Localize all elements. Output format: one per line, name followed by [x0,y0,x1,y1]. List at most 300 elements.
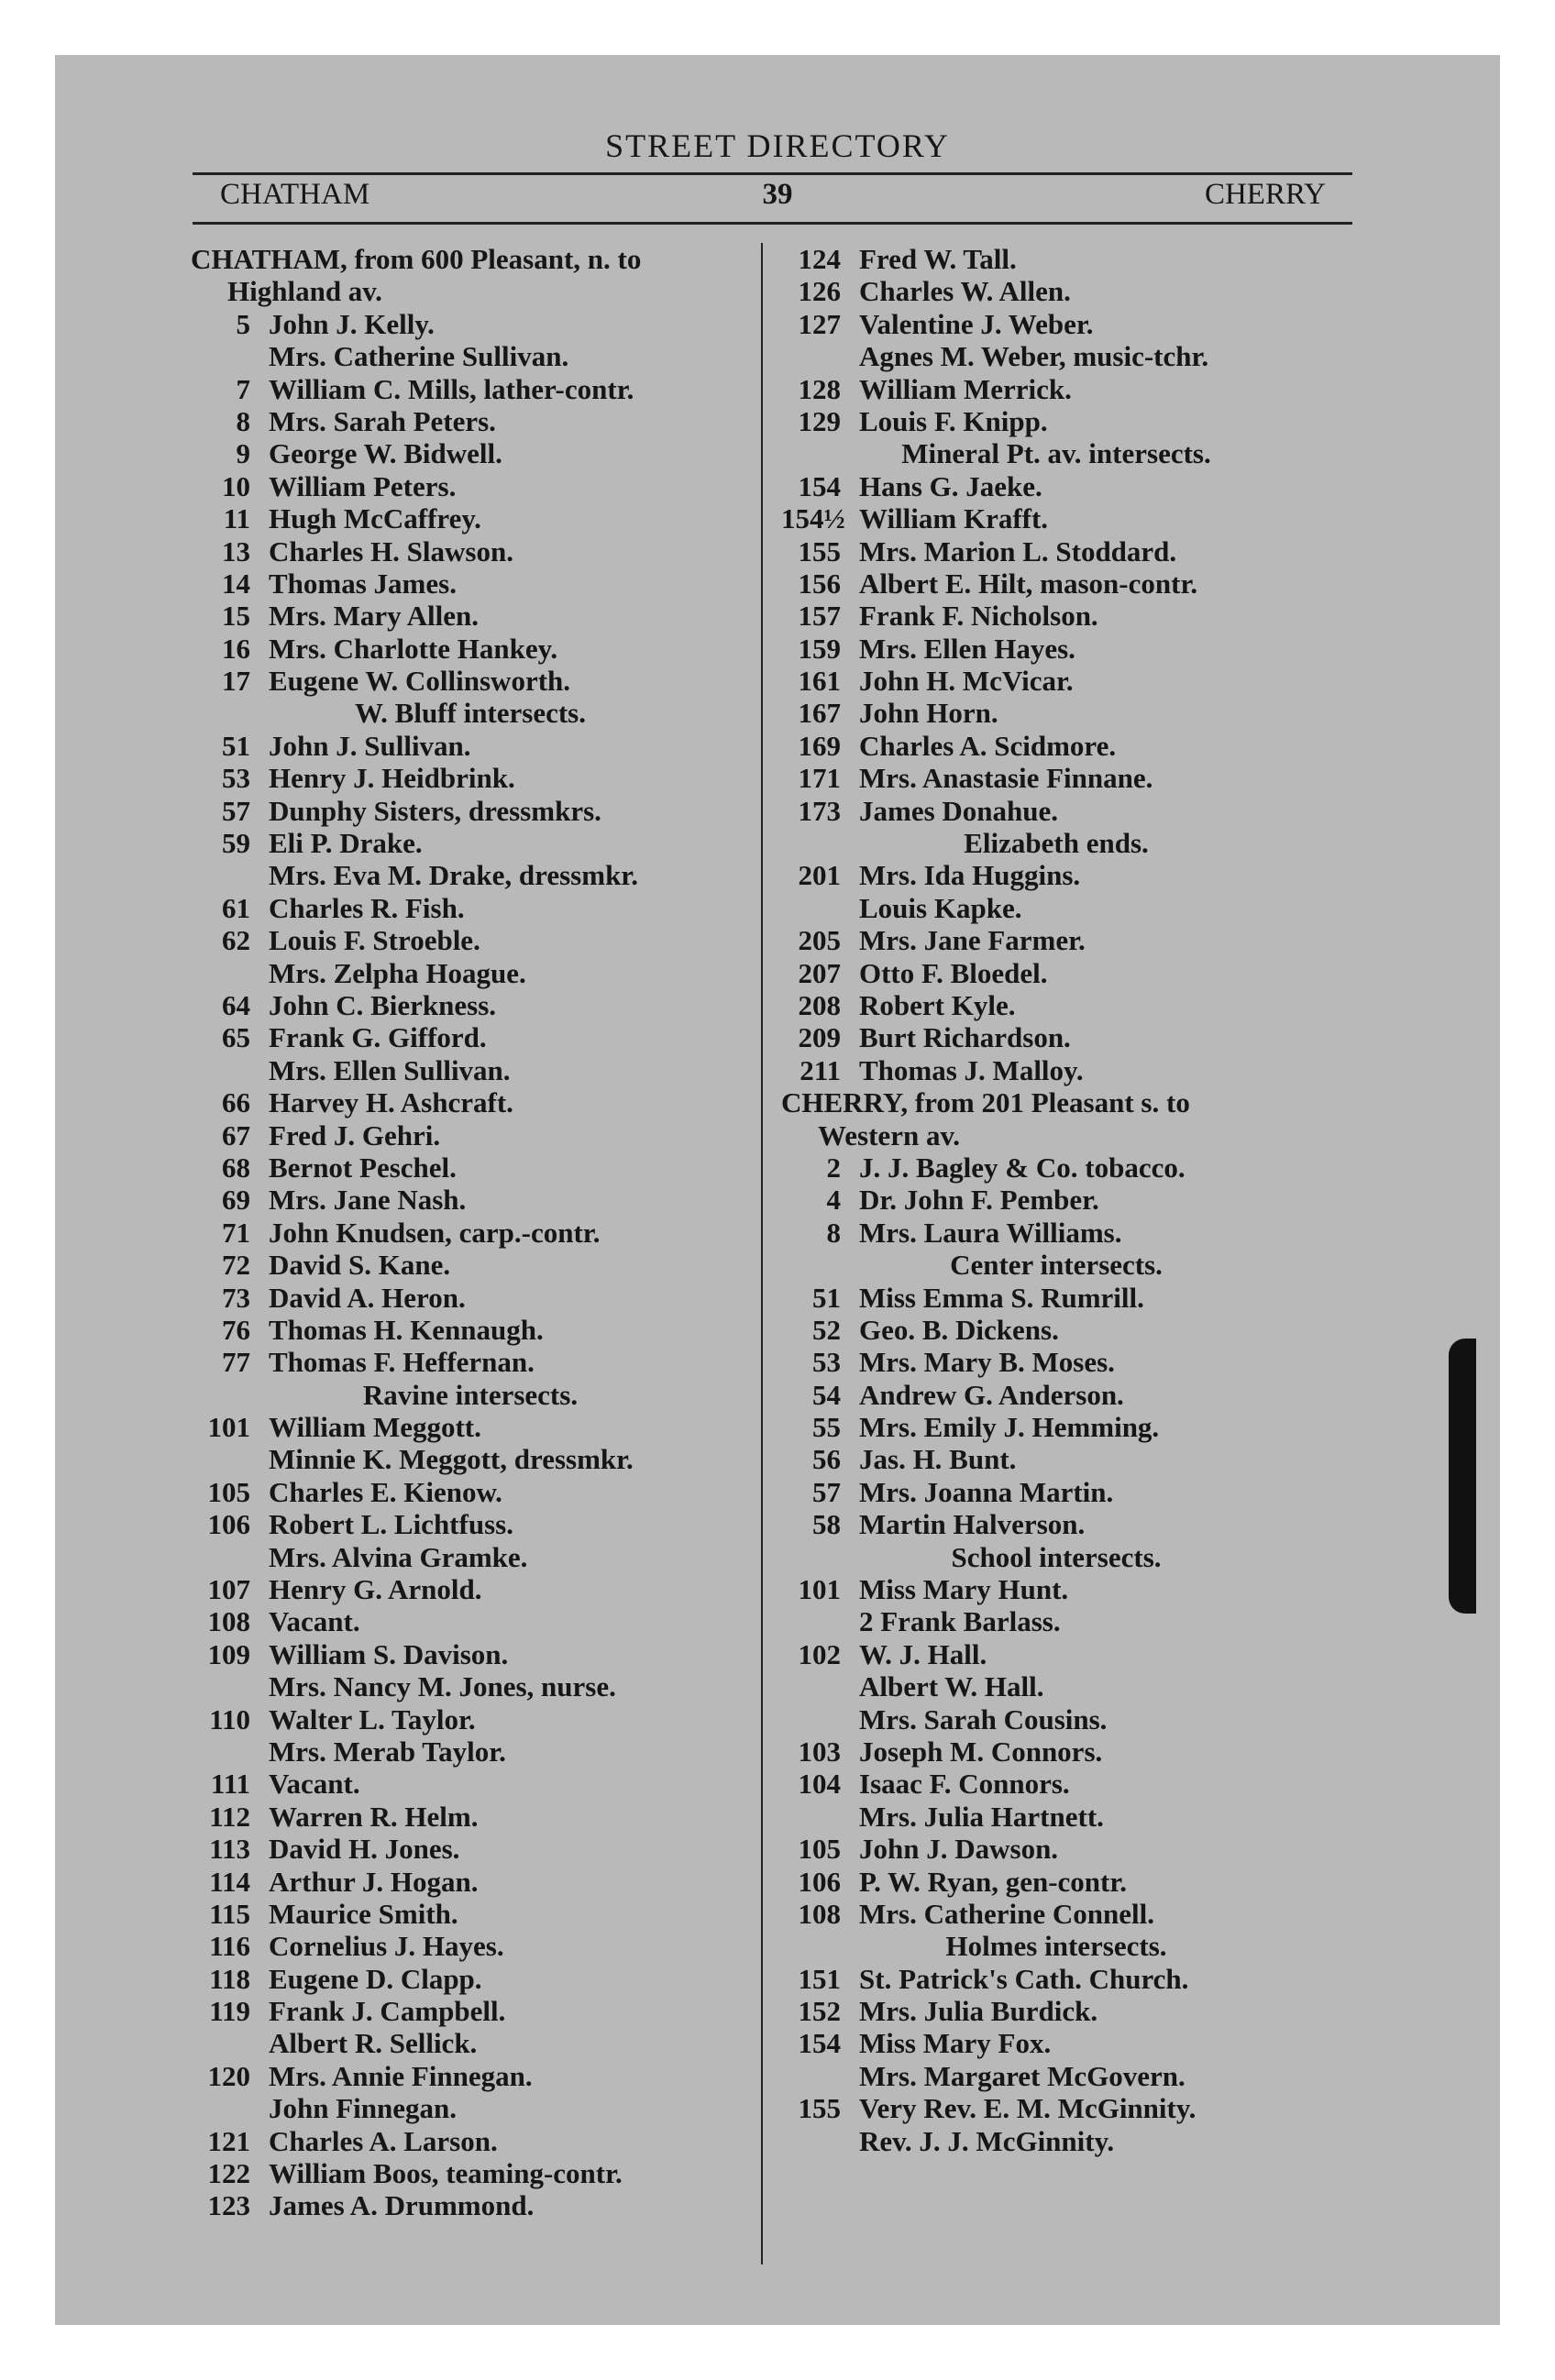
directory-entry [191,1768,750,1800]
resident-name: Charles A. Scidmore. [859,729,1117,762]
house-number: 77 [222,1346,250,1379]
directory-entry [191,470,750,502]
resident-name: Albert W. Hall. [859,1670,1044,1703]
resident-name: Joseph M. Connors. [859,1735,1103,1768]
resident-name: Mrs. Joanna Martin. [859,1475,1114,1508]
house-number: 72 [222,1249,250,1282]
directory-entry [781,1605,1331,1637]
directory-entry [191,633,750,665]
resident-name: Martin Halverson. [859,1508,1086,1541]
left-column [191,243,750,2222]
resident-name: Maurice Smith. [269,1897,458,1930]
resident-name: J. J. Bagley & Co. tobacco. [859,1151,1186,1184]
house-number: 7 [236,372,250,405]
directory-entry [781,340,1331,372]
house-number: 71 [222,1216,250,1249]
house-number: 128 [798,372,841,405]
house-number: 57 [812,1475,841,1508]
resident-name: Mrs. Eva M. Drake, dressmkr. [269,859,638,892]
resident-name: Thomas F. Heffernan. [269,1346,535,1379]
resident-name: Robert Kyle. [859,988,1016,1021]
house-number: 4 [826,1184,841,1217]
resident-name: Andrew G. Anderson. [859,1378,1124,1411]
resident-name: Charles H. Slawson. [269,534,513,567]
directory-entry [781,924,1331,956]
house-number: 119 [209,1995,250,2028]
house-number: 173 [798,794,841,827]
resident-name: Frank G. Gifford. [269,1021,487,1054]
directory-entry [781,730,1331,762]
directory-entry [781,989,1331,1021]
directory-entry [191,535,750,567]
directory-entry [781,1314,1331,1346]
directory-entry [191,795,750,827]
house-number [781,1605,859,1637]
house-number: 53 [812,1346,841,1379]
directory-entry [781,892,1331,924]
house-number: 129 [798,404,841,437]
directory-entry [191,1963,750,1995]
house-number [191,340,269,372]
house-number [781,2125,859,2157]
directory-entry [781,697,1331,729]
house-number [191,859,269,891]
intersection-note: School intersects. [951,1540,1162,1573]
resident-name: Fred J. Gehri. [269,1118,441,1151]
house-number: 17 [222,665,250,698]
directory-entry [191,1119,750,1151]
intersection-note: Holmes intersects. [945,1930,1167,1963]
house-number: 57 [222,794,250,827]
directory-entry [781,1670,1331,1702]
house-number: 66 [222,1086,250,1119]
house-number: 108 [798,1897,841,1930]
house-number: 106 [798,1865,841,1898]
directory-entry [191,1443,750,1475]
directory-entry [191,1541,750,1573]
resident-name: David S. Kane. [269,1249,451,1282]
house-number: 167 [798,697,841,730]
directory-entry [781,373,1331,405]
intersection-note: Mineral Pt. av. intersects. [901,437,1211,470]
house-number: 101 [798,1573,841,1606]
house-number: 155 [798,534,841,567]
house-number: 105 [798,1833,841,1866]
directory-entry [781,1151,1331,1184]
directory-entry [781,243,1331,275]
directory-entry [191,1930,750,1962]
resident-name: David A. Heron. [269,1281,466,1314]
resident-name: 2 Frank Barlass. [859,1605,1061,1638]
resident-name: William Meggott. [269,1411,481,1444]
directory-entry [781,665,1331,697]
house-number: 201 [798,859,841,892]
directory-entry [781,308,1331,340]
resident-name: Mrs. Emily J. Hemming. [859,1411,1160,1444]
directory-entry [781,1898,1331,1930]
directory-entry [191,1866,750,1898]
house-number: 109 [207,1637,250,1670]
house-number: 116 [209,1930,250,1963]
directory-entry [191,1670,750,1702]
house-number: 108 [207,1605,250,1638]
resident-name: John J. Dawson. [859,1833,1059,1866]
directory-entry [781,1184,1331,1216]
house-number: 53 [222,762,250,795]
resident-name: John C. Bierkness. [269,988,497,1021]
directory-entry [781,2027,1331,2059]
directory-entry [781,1768,1331,1800]
resident-name: Isaac F. Connors. [859,1768,1070,1801]
house-number: 121 [207,2124,250,2157]
directory-entry [191,1411,750,1443]
resident-name: Dunphy Sisters, dressmkrs. [269,794,601,827]
resident-name: Dr. John F. Pember. [859,1184,1099,1217]
directory-entry [781,795,1331,827]
resident-name: Mrs. Ellen Sullivan. [269,1053,511,1086]
resident-name: Louis Kapke. [859,891,1022,924]
resident-name: Henry J. Heidbrink. [269,762,515,795]
resident-name: Thomas J. Malloy. [859,1053,1084,1086]
resident-name: Thomas James. [269,567,457,600]
column-divider [761,243,763,2264]
directory-entry [781,1217,1331,1249]
house-number: 115 [209,1897,250,1930]
directory-entry [191,1833,750,1865]
directory-entry [191,892,750,924]
house-number [781,1703,859,1735]
house-number: 16 [222,632,250,665]
house-number: 67 [222,1118,250,1151]
resident-name: John Finnegan. [269,2092,458,2125]
house-number: 65 [222,1021,250,1054]
resident-name: Charles R. Fish. [269,891,465,924]
directory-entry [191,1217,750,1249]
resident-name: Mrs. Ellen Hayes. [859,632,1075,665]
directory-entry [191,827,750,859]
house-number [781,2060,859,2092]
house-number: 8 [236,404,250,437]
house-number [191,1054,269,1086]
resident-name: William Krafft. [859,502,1049,535]
directory-entry [781,1443,1331,1475]
directory-entry [781,1411,1331,1443]
directory-entry [191,600,750,632]
resident-name: Otto F. Bloedel. [859,956,1048,989]
house-number: 122 [207,2157,250,2190]
directory-entry [191,762,750,794]
directory-entry [191,1282,750,1314]
house-number: 55 [812,1411,841,1444]
house-number [191,1541,269,1573]
house-number: 10 [222,469,250,502]
resident-name: Rev. J. J. McGinnity. [859,2124,1115,2157]
house-number: 64 [222,988,250,1021]
house-number: 69 [222,1184,250,1217]
resident-name: Fred W. Tall. [859,243,1017,275]
house-number: 114 [209,1865,250,1898]
resident-name: Arthur J. Hogan. [269,1865,479,1898]
page-number: 39 [762,178,793,211]
resident-name: William Peters. [269,469,457,502]
resident-name: Eugene D. Clapp. [269,1962,482,1995]
resident-name: Eugene W. Collinsworth. [269,665,571,698]
resident-name: Mrs. Merab Taylor. [269,1735,506,1768]
directory-entry [781,1833,1331,1865]
house-number: 61 [222,891,250,924]
directory-entry [781,535,1331,567]
intersection-note: Center intersects. [950,1249,1163,1282]
resident-name: Miss Emma S. Rumrill. [859,1281,1144,1314]
house-number: 113 [209,1833,250,1866]
directory-entry [781,1573,1331,1605]
house-number: 59 [222,827,250,860]
resident-name: Charles E. Kienow. [269,1475,502,1508]
house-number: 104 [798,1768,841,1801]
intersection-note: W. Bluff intersects. [355,697,586,730]
directory-entry [191,1638,750,1670]
directory-entry [191,1508,750,1540]
street-heading: Western av. [818,1118,960,1151]
house-number: 154 [798,2027,841,2060]
resident-name: John J. Sullivan. [269,729,471,762]
resident-name: Mrs. Julia Burdick. [859,1995,1098,2028]
directory-entry [191,437,750,469]
resident-name: Walter L. Taylor. [269,1702,476,1735]
directory-entry [191,373,750,405]
resident-name: Jas. H. Bunt. [859,1443,1017,1476]
directory-entry [191,308,750,340]
directory-entry [781,2060,1331,2092]
resident-name: Henry G. Arnold. [269,1573,482,1606]
house-number: 112 [209,1800,250,1833]
house-number: 51 [812,1281,841,1314]
resident-name: Mrs. Ida Huggins. [859,859,1081,892]
house-number: 154½ [781,502,845,535]
directory-entry [781,1282,1331,1314]
directory-entry [191,2092,750,2124]
resident-name: Mrs. Margaret McGovern. [859,2059,1186,2092]
running-head-right: CHERRY [1204,178,1326,211]
house-number: 127 [798,307,841,340]
house-number [191,957,269,989]
house-number: 54 [812,1378,841,1411]
resident-name: Harvey H. Ashcraft. [269,1086,513,1119]
resident-name: Mrs. Sarah Peters. [269,404,496,437]
resident-name: Agnes M. Weber, music-tchr. [859,340,1209,373]
resident-name: Cornelius J. Hayes. [269,1930,504,1963]
house-number: 105 [207,1475,250,1508]
house-number: 76 [222,1313,250,1346]
resident-name: Mrs. Jane Nash. [269,1184,467,1217]
directory-entry [191,2027,750,2059]
resident-name: Mrs. Jane Farmer. [859,924,1086,957]
directory-entry [191,665,750,697]
house-number: 13 [222,534,250,567]
house-number: 154 [798,469,841,502]
directory-entry [191,730,750,762]
resident-name: Geo. B. Dickens. [859,1313,1059,1346]
resident-name: Mrs. Sarah Cousins. [859,1702,1108,1735]
house-number: 151 [798,1962,841,1995]
directory-entry [191,989,750,1021]
house-number: 73 [222,1281,250,1314]
directory-entry [781,1866,1331,1898]
directory-entry [781,600,1331,632]
resident-name: Hans G. Jaeke. [859,469,1042,502]
resident-name: Mrs. Annie Finnegan. [269,2059,533,2092]
house-number: 126 [798,275,841,308]
directory-entry [191,340,750,372]
directory-entry [781,1995,1331,2027]
resident-name: James A. Drummond. [269,2189,535,2222]
resident-name: David H. Jones. [269,1833,460,1866]
resident-name: Charles A. Larson. [269,2124,498,2157]
directory-entry [781,1379,1331,1411]
house-number: 156 [798,567,841,600]
resident-name: Louis F. Knipp. [859,404,1048,437]
house-number: 68 [222,1151,250,1184]
house-number: 171 [798,762,841,795]
house-number [191,2092,269,2124]
directory-entry [191,859,750,891]
directory-entry [191,2060,750,2092]
house-number: 159 [798,632,841,665]
house-number: 120 [207,2059,250,2092]
house-number: 14 [222,567,250,600]
header-rule-bottom [193,222,1352,225]
house-number: 124 [798,243,841,275]
resident-name: Mrs. Mary Allen. [269,600,480,633]
house-number: 155 [798,2092,841,2125]
house-number: 11 [223,502,250,535]
house-number: 56 [812,1443,841,1476]
directory-entry [191,924,750,956]
resident-name: Very Rev. E. M. McGinnity. [859,2092,1197,2125]
intersection-note: Elizabeth ends. [964,827,1149,860]
intersection-note: Ravine intersects. [362,1378,579,1411]
house-number: 8 [826,1216,841,1249]
house-number: 5 [236,307,250,340]
directory-entry [191,405,750,437]
directory-entry [781,470,1331,502]
running-head-left: CHATHAM [220,178,370,211]
resident-name: Warren R. Helm. [269,1800,479,1833]
directory-entry [191,1735,750,1768]
directory-entry [191,1249,750,1281]
directory-entry [781,859,1331,891]
resident-name: Mrs. Catherine Sullivan. [269,340,569,373]
house-number [191,1735,269,1768]
house-number: 209 [798,1021,841,1054]
resident-name: William Merrick. [859,372,1072,405]
resident-name: Bernot Peschel. [269,1151,457,1184]
directory-entry [781,1801,1331,1833]
house-number: 111 [210,1768,250,1801]
directory-entry [191,2189,750,2221]
house-number [191,1670,269,1702]
house-number [781,1670,859,1702]
resident-name: Burt Richardson. [859,1021,1071,1054]
directory-entry [781,2125,1331,2157]
street-heading: CHATHAM, from 600 Pleasant, n. to [191,243,642,275]
directory-entry [191,2125,750,2157]
directory-entry [191,1054,750,1086]
house-number: 62 [222,924,250,957]
resident-name: Miss Mary Hunt. [859,1573,1069,1606]
resident-name: Valentine J. Weber. [859,307,1094,340]
directory-entry [781,1735,1331,1768]
house-number: 9 [236,437,250,470]
house-number: 103 [798,1735,841,1768]
house-number [781,892,859,924]
house-number: 152 [798,1995,841,2028]
directory-entry [191,2157,750,2189]
resident-name: Mrs. Mary B. Moses. [859,1346,1115,1379]
directory-entry [191,1314,750,1346]
house-number: 52 [812,1313,841,1346]
house-number: 207 [798,956,841,989]
directory-entry [781,1346,1331,1378]
directory-entry [781,567,1331,600]
house-number: 208 [798,988,841,1021]
directory-entry [781,1703,1331,1735]
directory-entry [781,633,1331,665]
resident-name: Vacant. [269,1768,360,1801]
resident-name: Mrs. Marion L. Stoddard. [859,534,1177,567]
resident-name: John H. McVicar. [859,665,1074,698]
house-number: 15 [222,600,250,633]
directory-entry [191,1605,750,1637]
house-number: 2 [826,1151,841,1184]
directory-page [55,55,1500,2325]
directory-entry [781,275,1331,307]
resident-name: John J. Kelly. [269,307,435,340]
directory-entry [781,762,1331,794]
resident-name: W. J. Hall. [859,1637,987,1670]
directory-entry [191,1021,750,1053]
house-number: 101 [207,1411,250,1444]
directory-entry [191,1151,750,1184]
directory-entry [191,1703,750,1735]
directory-entry [781,1963,1331,1995]
resident-name: Robert L. Lichtfuss. [269,1508,513,1541]
resident-name: Thomas H. Kennaugh. [269,1313,544,1346]
street-heading: CHERRY, from 201 Pleasant s. to [781,1086,1190,1119]
resident-name: Minnie K. Meggott, dressmkr. [269,1443,634,1476]
resident-name: Mrs. Charlotte Hankey. [269,632,558,665]
house-number: 118 [209,1962,250,1995]
resident-name: Albert R. Sellick. [269,2027,478,2060]
directory-entry [781,405,1331,437]
directory-entry [191,502,750,534]
house-number [781,1801,859,1833]
directory-entry [191,957,750,989]
resident-name: P. W. Ryan, gen-contr. [859,1865,1128,1898]
resident-name: Mrs. Nancy M. Jones, nurse. [269,1670,616,1703]
resident-name: Vacant. [269,1605,360,1638]
house-number: 205 [798,924,841,957]
house-number [191,1443,269,1475]
page-edge-shadow [1449,1339,1476,1614]
house-number: 169 [798,729,841,762]
directory-entry [191,1801,750,1833]
resident-name: John Horn. [859,697,998,730]
resident-name: Frank F. Nicholson. [859,600,1098,633]
directory-entry [191,1346,750,1378]
header-rule-top [193,172,1352,175]
directory-entry [781,1638,1331,1670]
